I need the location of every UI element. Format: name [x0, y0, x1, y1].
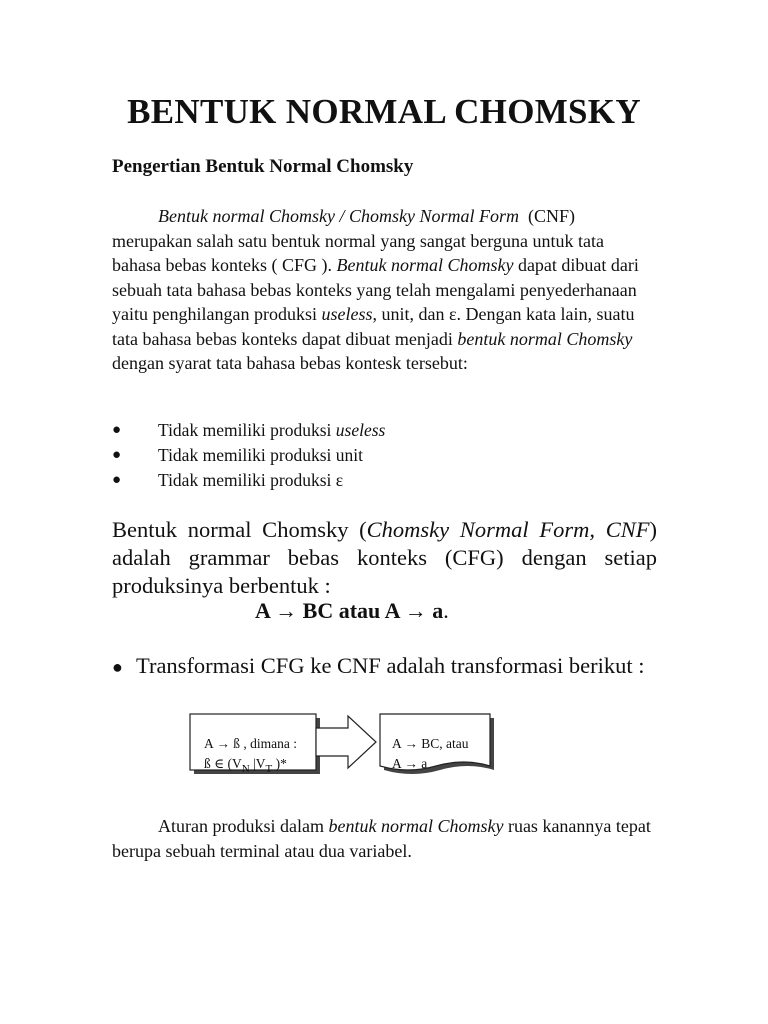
intro-italic-d: bentuk normal Chomsky: [457, 328, 633, 349]
page-title: BENTUK NORMAL CHOMSKY: [127, 92, 641, 131]
left-box-line-2: [204, 754, 287, 775]
closing-paragraph: [112, 814, 657, 863]
closing-italic: bentuk normal Chomsky: [328, 816, 504, 836]
closing-text-a: Aturan produksi dalam: [158, 816, 329, 836]
arrow-right-icon: [316, 716, 376, 768]
transform-bullet: [112, 653, 644, 679]
list-item-text: Tidak memiliki produksi ε: [158, 470, 344, 490]
intro-text-c: , unit, dan ε.: [372, 304, 462, 324]
intro-text-e: dengan syarat tata bahasa bebas kontesk tersebut:: [112, 353, 468, 373]
intro-text-a: merupakan salah satu bentuk normal yang sangat berguna untuk tata bahasa bebas konteks ( CFG ).: [112, 230, 605, 275]
list-item-text: Tidak memiliki produksi unit: [158, 445, 363, 465]
intro-cnf-abbrev: (CNF): [527, 206, 575, 226]
left-box-line-1: A → ß , dimana :: [204, 736, 297, 751]
right-box-line-1: A → BC, atau: [392, 736, 469, 751]
bullet-icon: ●: [112, 422, 122, 438]
left-box-set: ß ∈ (V: [204, 756, 242, 771]
intro-text-b: dapat dibuat dari sebuah tata bahasa bebas konteks yang telah mengalami penyederhanaan yaitu penghilangan produksi: [112, 255, 639, 324]
intro-italic-b: Bentuk normal Chomsky: [336, 255, 514, 275]
subscript-t: T: [265, 763, 273, 775]
definition-paragraph: [112, 516, 657, 600]
definition-line-1: [112, 516, 657, 544]
intro-italic-term: Bentuk normal Chomsky / Chomsky Normal Form: [158, 206, 519, 226]
production-rule: [255, 598, 449, 624]
intro-italic-c: useless: [321, 304, 373, 324]
bullet-icon: ●: [112, 472, 122, 488]
production-rule-text: A → BC atau A → a: [255, 598, 444, 623]
list-item-text: Tidak memiliki produksi: [158, 420, 336, 440]
transform-bullet-text: Transformasi CFG ke CNF adalah transformasi berikut :: [136, 653, 645, 678]
subscript-n: N: [241, 763, 250, 775]
transformation-diagram: [180, 706, 500, 786]
left-box-star: )*: [272, 756, 287, 771]
section-subtitle: Pengertian Bentuk Normal Chomsky: [112, 156, 414, 177]
production-rule-period: .: [443, 598, 449, 623]
intro-text-d: Dengan kata lain, suatu tata bahasa bebas konteks dapat dibuat menjadi: [112, 304, 635, 349]
closing-text-b: ruas kanannya tepat berupa sebuah terminal atau dua variabel.: [112, 816, 651, 861]
definition-italic: Chomsky Normal Form, CNF: [366, 517, 650, 542]
list-item-italic: useless: [335, 420, 386, 440]
left-box-separator: |V: [249, 756, 266, 771]
bullet-icon: ●: [112, 447, 122, 463]
right-box-line-2: A → a: [392, 756, 428, 771]
definition-line-2: adalah grammar bebas konteks (CFG) dengan setiap: [112, 545, 657, 570]
intro-paragraph: [112, 204, 657, 376]
definition-line-3: produksinya berbentuk :: [112, 573, 331, 598]
definition-text: Bentuk normal Chomsky (: [112, 517, 367, 542]
bullet-icon: ●: [112, 657, 123, 678]
definition-paren: ): [649, 517, 657, 542]
